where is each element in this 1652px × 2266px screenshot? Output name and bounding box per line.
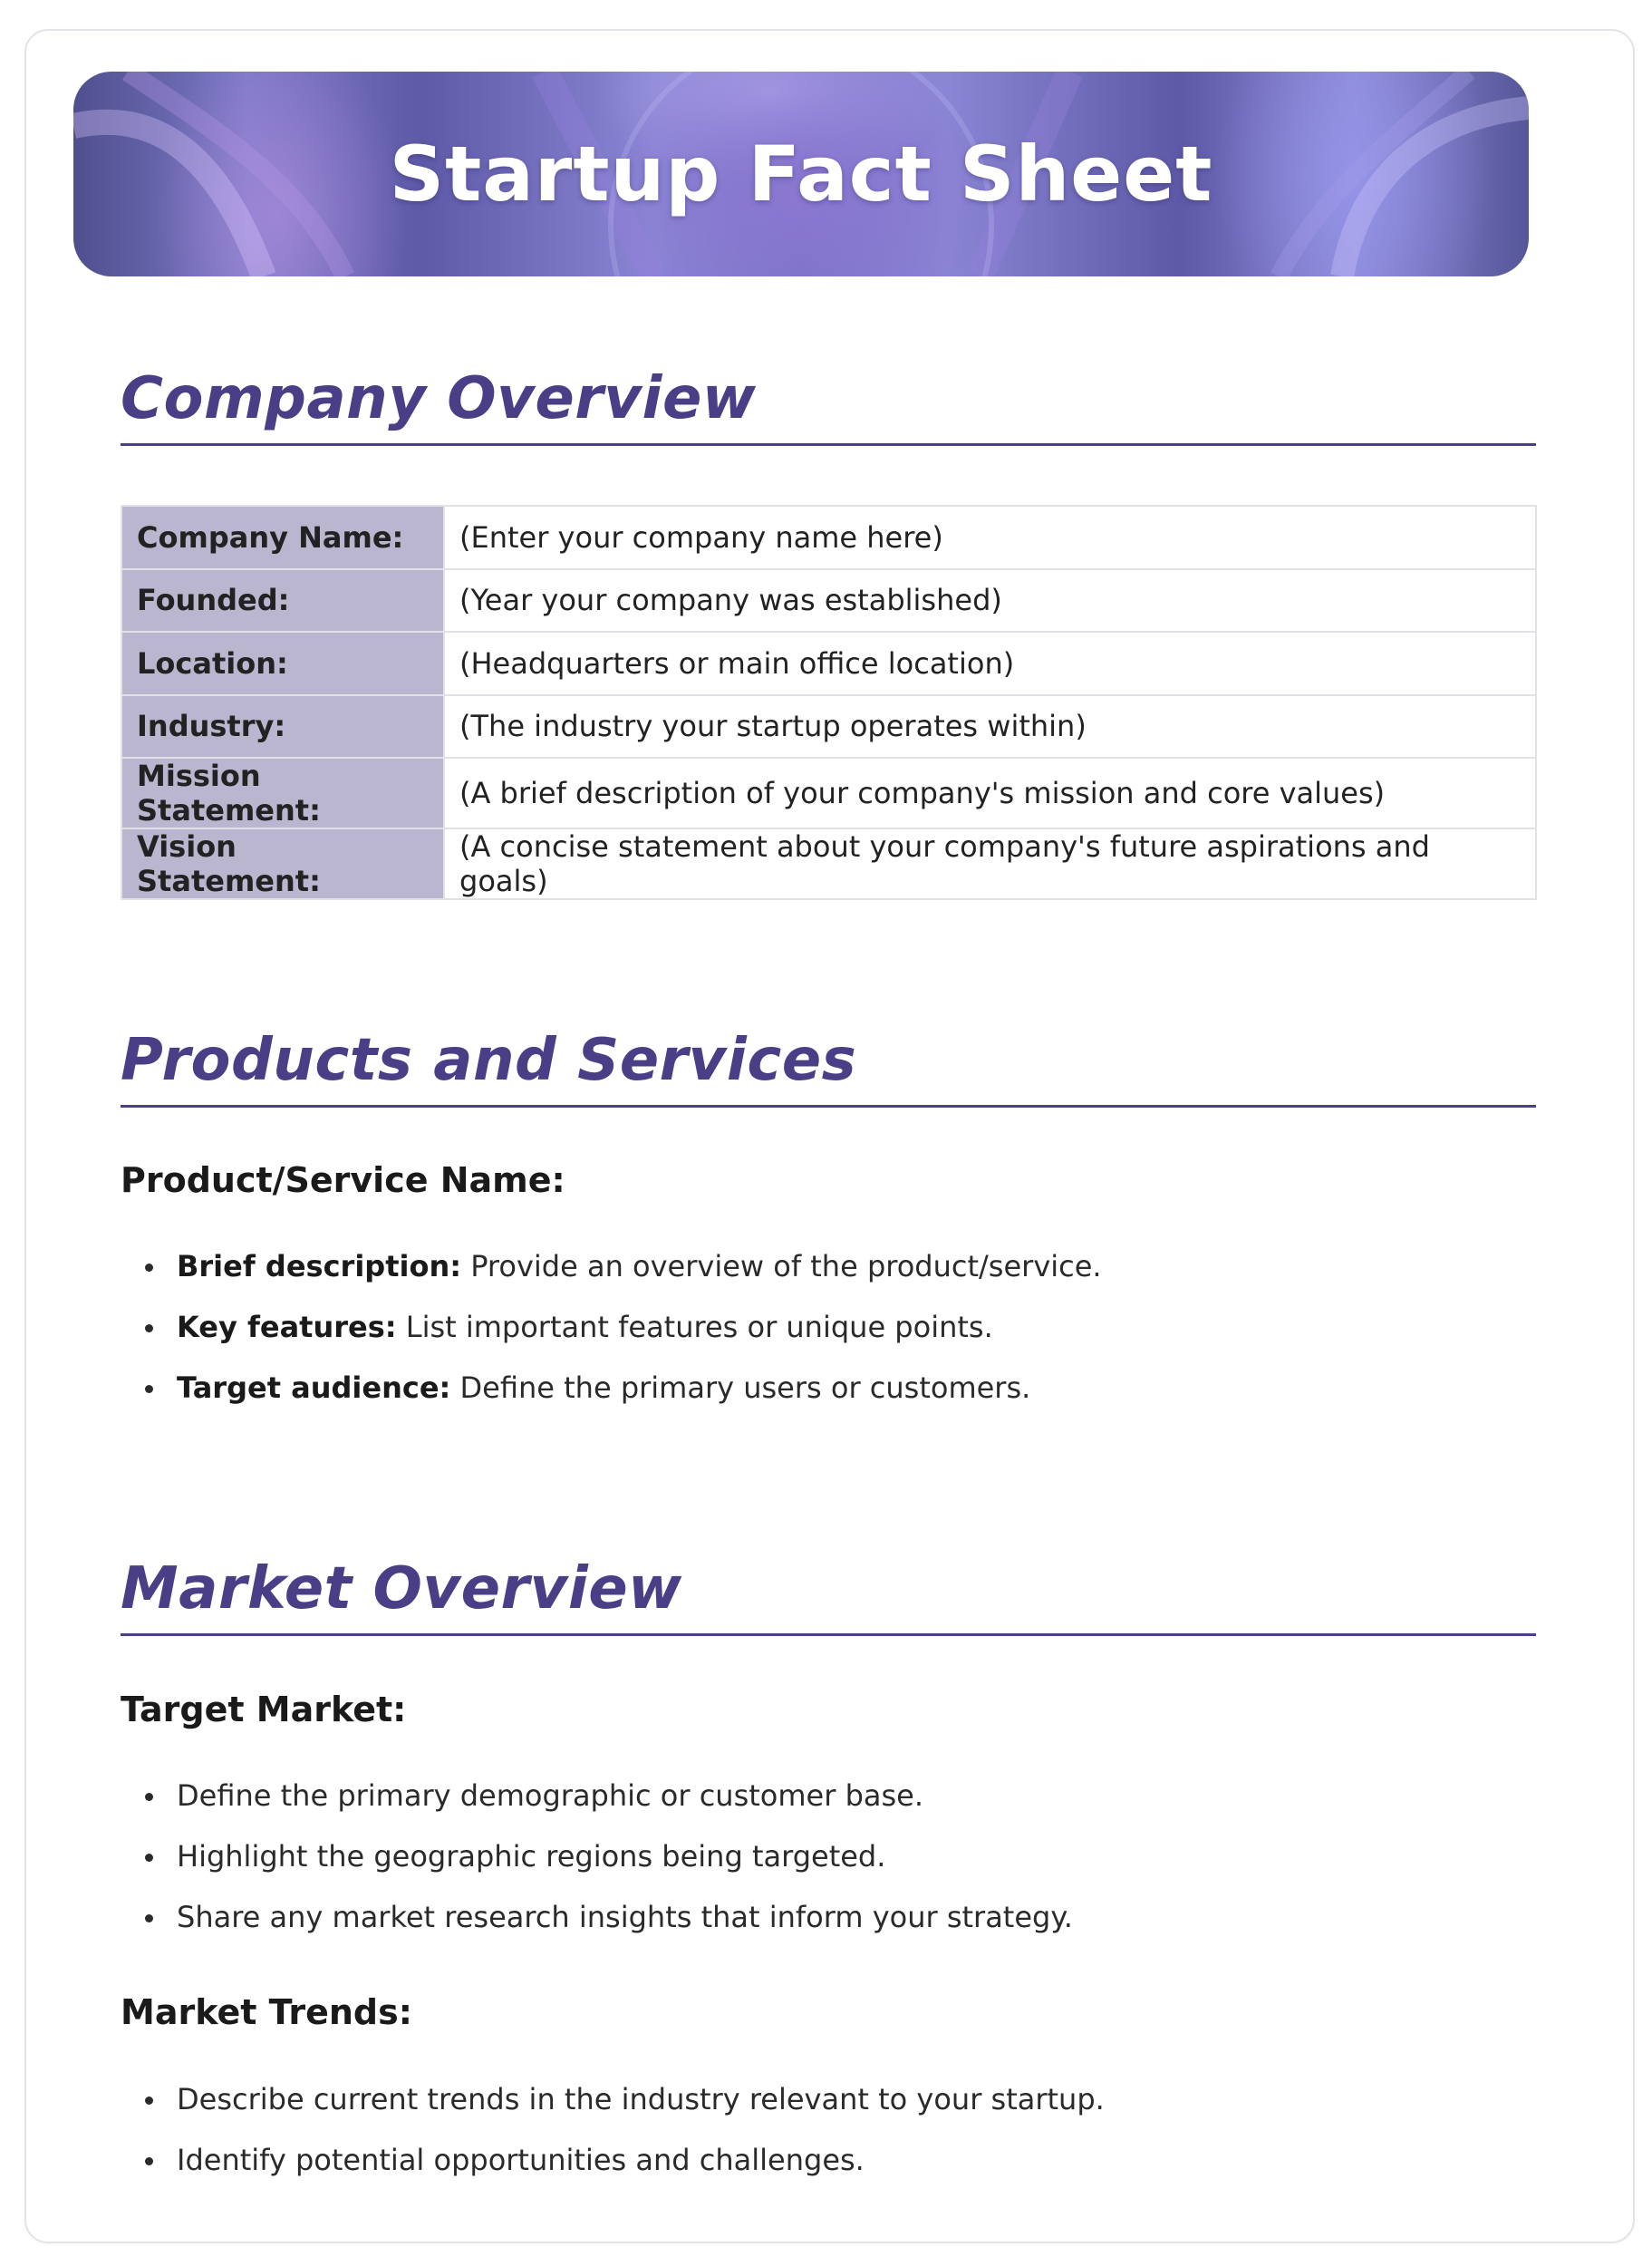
header-banner <box>73 72 1529 276</box>
page-title: Startup Fact Sheet <box>389 130 1213 218</box>
list-item <box>121 1297 1102 1358</box>
item-text: Highlight the geographic regions being targeted. <box>177 1839 886 1874</box>
row-value: (A brief description of your company's mission and core values) <box>444 758 1536 828</box>
row-label: Industry: <box>121 695 444 759</box>
section-heading-products-services: Products and Services <box>121 1029 1536 1108</box>
row-value: (A concise statement about your company's future aspirations and goals) <box>444 828 1536 899</box>
row-value: (Year your company was established) <box>444 569 1536 633</box>
row-label: Founded: <box>121 569 444 633</box>
row-value: (Enter your company name here) <box>444 506 1536 569</box>
company-overview-table <box>121 505 1537 900</box>
list-item <box>121 2069 1105 2130</box>
row-value: (The industry your startup operates within) <box>444 695 1536 759</box>
bullet-icon <box>145 1264 153 1272</box>
market-trends-heading: Market Trends: <box>121 1992 412 2032</box>
bullet-icon <box>145 1324 153 1332</box>
section-heading-market-overview: Market Overview <box>121 1557 1536 1636</box>
bullet-icon <box>145 2097 153 2105</box>
row-label: Vision Statement: <box>121 828 444 899</box>
item-text: Share any market research insights that inform your strategy. <box>177 1900 1073 1934</box>
row-label: Location: <box>121 632 444 695</box>
bullet-icon <box>145 1385 153 1393</box>
target-market-heading: Target Market: <box>121 1690 407 1729</box>
table-row <box>121 632 1536 695</box>
item-text: Identify potential opportunities and challenges. <box>177 2143 865 2177</box>
table-row <box>121 569 1536 633</box>
row-label: Company Name: <box>121 506 444 569</box>
bullet-icon <box>145 1914 153 1922</box>
list-item <box>121 1887 1073 1948</box>
section-heading-company-overview: Company Overview <box>121 367 1536 446</box>
row-value: (Headquarters or main office location) <box>444 632 1536 695</box>
item-term: Brief description: <box>177 1249 462 1283</box>
product-service-name-heading: Product/Service Name: <box>121 1160 565 1200</box>
item-text: List important features or unique points. <box>396 1310 993 1344</box>
target-market-list <box>121 1766 1073 1948</box>
product-details-list <box>121 1236 1102 1419</box>
item-term: Key features: <box>177 1310 397 1344</box>
list-item <box>121 1358 1102 1419</box>
bullet-icon <box>145 2157 153 2165</box>
table-row <box>121 828 1536 899</box>
bullet-icon <box>145 1793 153 1801</box>
list-item <box>121 1236 1102 1297</box>
table-row <box>121 695 1536 759</box>
list-item <box>121 1766 1073 1826</box>
market-trends-list <box>121 2069 1105 2191</box>
table-row <box>121 506 1536 569</box>
bullet-icon <box>145 1854 153 1862</box>
list-item <box>121 2130 1105 2191</box>
item-term: Target audience: <box>177 1370 451 1405</box>
item-text: Define the primary demographic or customer base. <box>177 1778 924 1813</box>
item-text: Provide an overview of the product/service. <box>461 1249 1102 1283</box>
list-item <box>121 1826 1073 1887</box>
item-text: Describe current trends in the industry relevant to your startup. <box>177 2082 1105 2116</box>
item-text: Define the primary users or customers. <box>450 1370 1031 1405</box>
row-label: Mission Statement: <box>121 758 444 828</box>
table-row <box>121 758 1536 828</box>
